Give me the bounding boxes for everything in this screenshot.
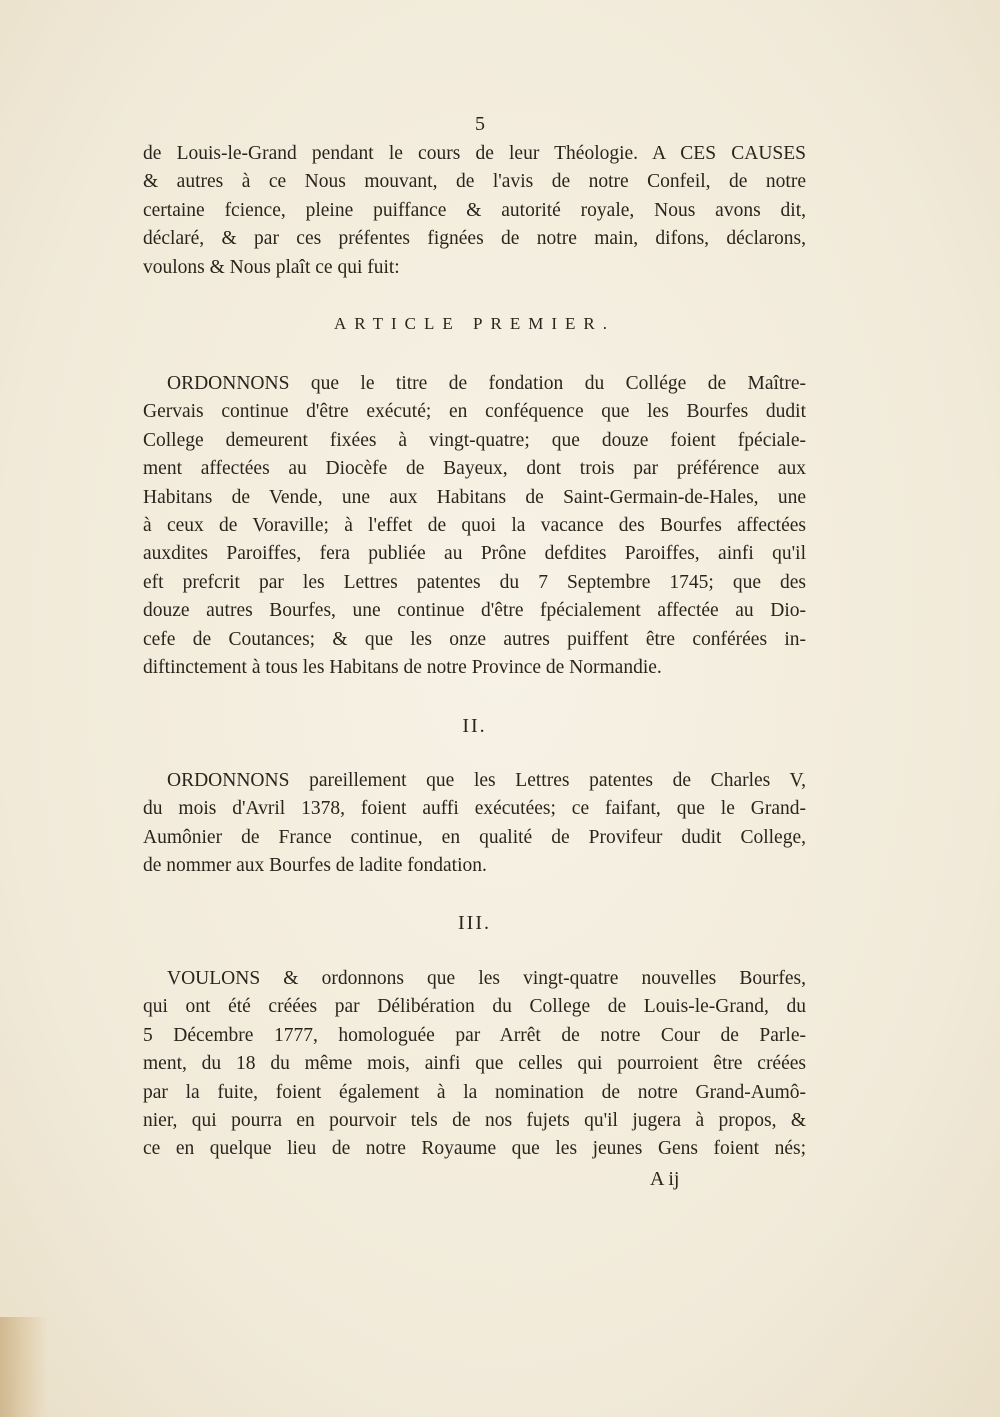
text-line: Habitans de Vende, une aux Habitans de Saint-Germain-de-Hales, une	[143, 486, 806, 508]
intro-paragraph	[143, 140, 806, 282]
article-3-paragraph	[143, 965, 806, 1164]
article-2-paragraph	[143, 767, 806, 881]
text-line: ce en quelque lieu de notre Royaume que les jeunes Gens foient nés;	[143, 1138, 806, 1160]
text-line: Gervais continue d'être exécuté; en conféquence que les Bourfes dudit	[143, 401, 806, 423]
text-line: de nommer aux Bourfes de ladite fondation.	[143, 855, 487, 877]
paper-stain	[0, 1317, 48, 1417]
text-line: VOULONS & ordonnons que les vingt-quatre nouvelles Bourfes,	[167, 968, 806, 989]
text-line: à ceux de Voraville; à l'effet de quoi la vacance des Bourfes affectées	[143, 514, 806, 536]
signature-mark: A ij	[650, 1168, 680, 1190]
text-line: cefe de Coutances; & que les onze autres puiffent être conférées in-	[143, 628, 806, 650]
text-line: du mois d'Avril 1378, foient auffi exécutées; ce faifant, que le Grand-	[143, 798, 806, 820]
text-line: auxdites Paroiffes, fera publiée au Prône defdites Paroiffes, ainfi qu'il	[143, 543, 806, 565]
text-line: ORDONNONS que le titre de fondation du Collége de Maître-	[167, 373, 806, 394]
text-line: nier, qui pourra en pourvoir tels de nos fujets qu'il jugera à propos, &	[143, 1109, 806, 1131]
page-number: 5	[475, 113, 485, 135]
text-line: douze autres Bourfes, une continue d'être fpécialement affectée au Dio-	[143, 600, 806, 622]
text-line: qui ont été créées par Délibération du College de Louis-le-Grand, du	[143, 996, 806, 1018]
text-line: diftinctement à tous les Habitans de notre Province de Normandie.	[143, 656, 662, 678]
text-line: College demeurent fixées à vingt-quatre; que douze foient fpéciale-	[143, 429, 806, 451]
text-line: ORDONNONS pareillement que les Lettres patentes de Charles V,	[167, 770, 806, 791]
text-line: de Louis-le-Grand pendant le cours de leur Théologie. A CES CAUSES	[143, 143, 806, 164]
article-2-numeral: II.	[462, 715, 487, 737]
article-1-paragraph	[143, 370, 806, 682]
article-3-numeral: III.	[458, 912, 491, 934]
text-line: ment, du 18 du même mois, ainfi que celles qui pourroient être créées	[143, 1053, 806, 1075]
text-line: ment affectées au Diocèfe de Bayeux, dont trois par préférence aux	[143, 458, 806, 480]
text-line: Aumônier de France continue, en qualité de Provifeur dudit College,	[143, 826, 806, 848]
text-line: par la fuite, foient également à la nomination de notre Grand-Aumô-	[143, 1081, 806, 1103]
text-line: & autres à ce Nous mouvant, de l'avis de notre Confeil, de notre	[143, 171, 806, 193]
text-line: voulons & Nous plaît ce qui fuit:	[143, 256, 400, 278]
text-line: déclaré, & par ces préfentes fignées de notre main, difons, déclarons,	[143, 228, 806, 250]
text-line: certaine fcience, pleine puiffance & autorité royale, Nous avons dit,	[143, 199, 806, 221]
text-line: eft prefcrit par les Lettres patentes du 7 Septembre 1745; que des	[143, 571, 806, 593]
article-heading: ARTICLE PREMIER.	[334, 314, 615, 333]
text-line: 5 Décembre 1777, homologuée par Arrêt de notre Cour de Parle-	[143, 1024, 806, 1046]
